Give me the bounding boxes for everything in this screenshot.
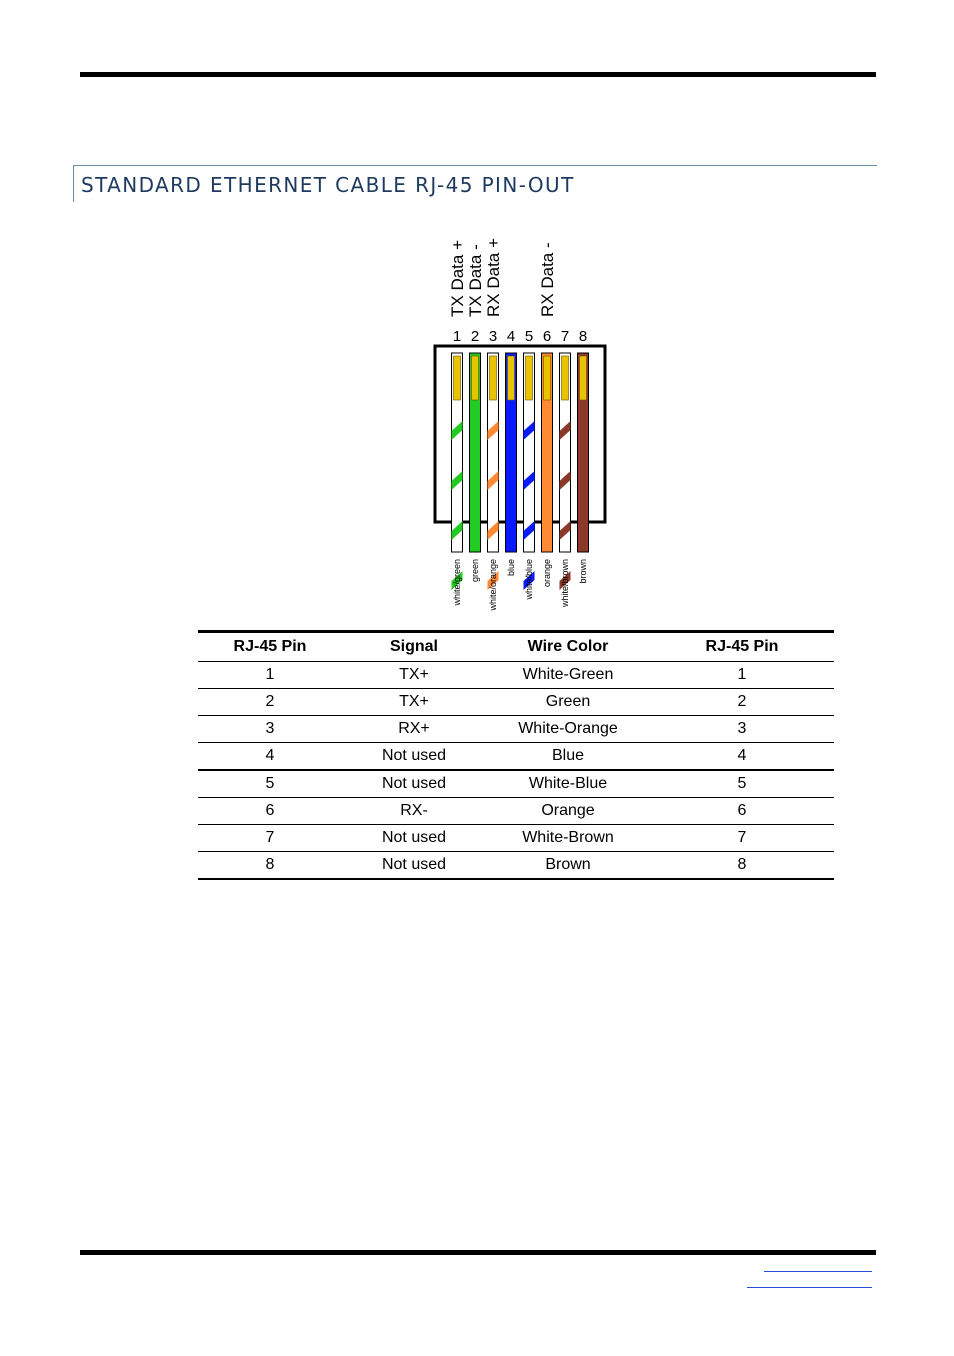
gold-contact [580,356,587,400]
signal-label: TX Data - [466,244,485,317]
cell-wire-color: Brown [486,852,650,880]
signal-label: TX Data + [448,239,467,317]
footer-link-underline[interactable] [747,1287,872,1288]
cell-pin: 8 [198,852,342,880]
cell-pin: 2 [198,689,342,716]
cell-pin-2: 4 [650,743,834,771]
wire [488,353,499,590]
gold-contact [544,356,551,400]
pin-number: 8 [578,328,588,345]
cell-pin-2: 7 [650,825,834,852]
cell-wire-color: White-Blue [486,770,650,798]
gold-contact [508,356,515,400]
table-row [198,716,834,743]
table-header-row [198,632,834,662]
pin-number: 7 [560,328,570,345]
cell-wire-color: White-Orange [486,716,650,743]
gold-contact [472,356,479,400]
cell-pin: 4 [198,743,342,771]
cell-signal: Not used [342,743,486,771]
cell-wire-color: White-Green [486,662,650,689]
cell-pin: 1 [198,662,342,689]
wire-label: green [470,559,480,583]
cell-pin: 3 [198,716,342,743]
cell-signal: Not used [342,852,486,880]
cell-wire-color: White-Brown [486,825,650,852]
signal-labels [448,238,557,317]
header-signal: Signal [342,632,486,662]
wire-labels [452,559,588,612]
cell-pin: 5 [198,770,342,798]
wire [452,353,463,590]
rj45-pinout-diagram [420,225,620,620]
cell-pin: 7 [198,825,342,852]
header-rj45-pin-2: RJ-45 Pin [650,632,834,662]
cell-pin: 6 [198,798,342,825]
wire [524,353,535,590]
cell-pin-2: 6 [650,798,834,825]
header-rj45-pin: RJ-45 Pin [198,632,342,662]
pin-number: 1 [452,328,462,345]
top-rule [80,72,876,77]
pinout-table [198,630,834,880]
table-row [198,743,834,771]
pin-number: 2 [470,328,480,345]
cell-signal: TX+ [342,689,486,716]
cell-signal: TX+ [342,662,486,689]
wire-label: white/orange [488,559,498,611]
cell-signal: Not used [342,770,486,798]
signal-label: RX Data - [538,242,557,317]
cell-pin-2: 5 [650,770,834,798]
wire [542,353,553,552]
wires [452,353,589,590]
cell-pin-2: 8 [650,852,834,880]
cell-wire-color: Green [486,689,650,716]
gold-contact [526,356,533,400]
table-row [198,689,834,716]
wire-label: blue [506,559,516,577]
wire [560,353,571,590]
gold-contact [454,356,461,400]
signal-label: RX Data + [484,238,503,317]
wire [470,353,481,552]
wire-label: white/green [452,559,462,606]
pin-numbers [453,328,587,345]
cell-pin-2: 3 [650,716,834,743]
wire-label: orange [542,559,552,588]
section-heading: STANDARD ETHERNET CABLE RJ-45 PIN-OUT [81,173,575,197]
table-row [198,662,834,689]
cell-signal: Not used [342,825,486,852]
table-row [198,770,834,798]
wire-label: white/blue [524,559,534,600]
pin-number: 6 [542,328,552,345]
wire [578,353,589,552]
pin-number: 5 [524,328,534,345]
bottom-rule [80,1250,876,1255]
table-row [198,825,834,852]
table-row [198,798,834,825]
gold-contact [490,356,497,400]
pin-number: 3 [488,328,498,345]
cell-pin-2: 1 [650,662,834,689]
wire [506,353,517,552]
cell-wire-color: Blue [486,743,650,771]
cell-signal: RX- [342,798,486,825]
header-wire-color: Wire Color [486,632,650,662]
cell-pin-2: 2 [650,689,834,716]
wire-label: brown [578,559,588,584]
gold-contact [562,356,569,400]
wire-label: white/brown [560,559,570,608]
cell-wire-color: Orange [486,798,650,825]
cell-signal: RX+ [342,716,486,743]
pin-number: 4 [506,328,516,345]
table-row [198,852,834,880]
footer-link-underline[interactable] [764,1271,872,1272]
